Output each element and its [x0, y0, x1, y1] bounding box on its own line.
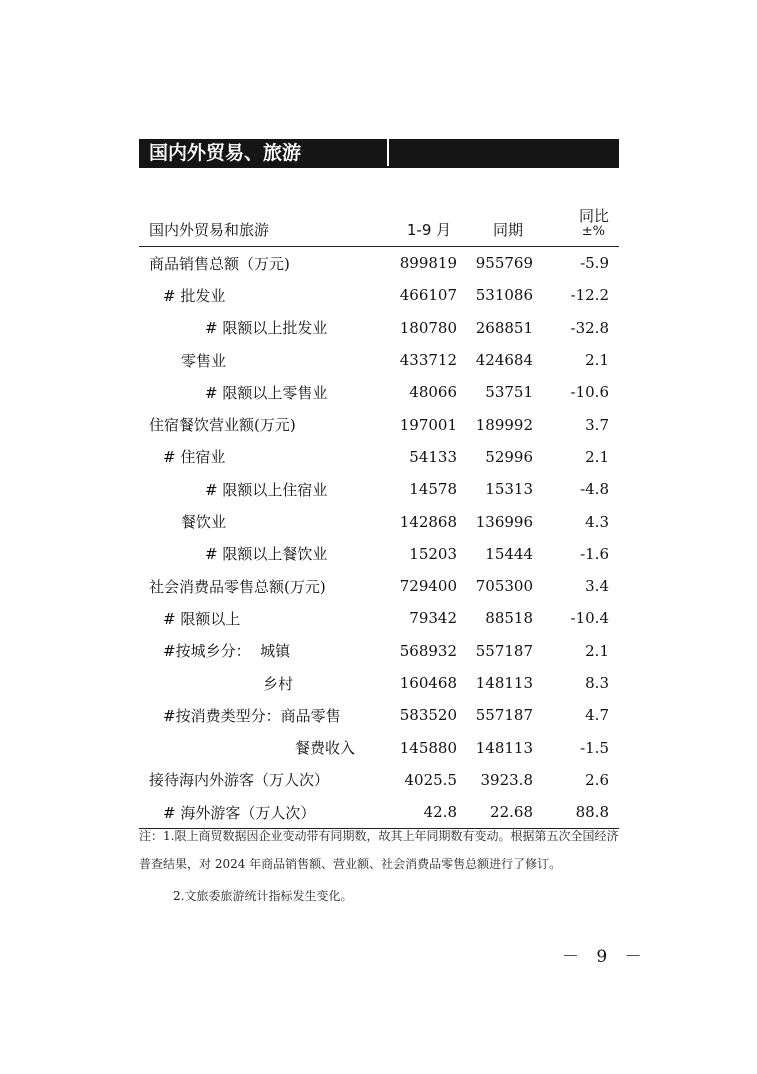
row-yoy: 3.4 [585, 577, 609, 596]
row-current: 4025.5 [404, 770, 457, 789]
row-label: 餐饮业 [181, 513, 227, 532]
table-row [139, 473, 619, 505]
row-current: 729400 [399, 577, 457, 596]
row-previous: 424684 [475, 351, 533, 370]
row-current: 145880 [399, 738, 457, 757]
row-current: 433712 [399, 351, 457, 370]
row-yoy: -1.6 [580, 544, 609, 563]
table-row [139, 570, 619, 602]
row-yoy: -1.5 [580, 738, 609, 757]
row-previous: 136996 [475, 512, 533, 531]
header-yoy [547, 197, 619, 247]
row-label: # 限额以上 [163, 609, 241, 628]
table-row [139, 247, 619, 280]
note-2: 2.文旅委旅游统计指标发生变化。 [173, 889, 353, 903]
table-row [139, 344, 619, 376]
row-yoy: -5.9 [580, 254, 609, 273]
row-yoy: 2.1 [585, 351, 609, 370]
table-row [139, 731, 619, 763]
row-label: # 限额以上餐饮业 [205, 545, 328, 564]
row-current: 466107 [399, 286, 457, 305]
table-row [139, 667, 619, 699]
row-label: #按城乡分： 城镇 [163, 642, 291, 661]
row-label: 接待海内外游客（万人次） [149, 771, 330, 790]
row-yoy: 4.7 [585, 706, 609, 725]
row-yoy: 8.3 [585, 674, 609, 692]
row-label: # 限额以上零售业 [205, 383, 328, 402]
row-yoy: 2.1 [585, 447, 609, 466]
title-bar-filler [389, 139, 619, 166]
row-yoy: -10.6 [570, 383, 609, 402]
table-row [139, 441, 619, 473]
table-row [139, 699, 619, 731]
trade-tourism-table [139, 197, 619, 829]
header-yoy-unit: ±% [581, 224, 605, 239]
row-label: 社会消费品零售总额(万元) [149, 577, 326, 596]
table-row [139, 764, 619, 796]
table-notes [139, 822, 619, 910]
row-current: 160468 [399, 674, 457, 692]
row-current: 197001 [399, 415, 457, 434]
row-current: 79342 [409, 609, 457, 628]
row-label: 零售业 [181, 351, 227, 370]
row-label: # 限额以上住宿业 [205, 480, 328, 499]
row-label: # 住宿业 [163, 448, 226, 467]
row-previous: 955769 [475, 254, 533, 273]
row-label: 乡村 [263, 674, 294, 693]
row-label: 餐费收入 [295, 739, 356, 758]
row-yoy: 2.6 [585, 770, 609, 789]
row-previous: 15313 [485, 480, 533, 499]
row-previous: 15444 [485, 544, 533, 563]
row-previous: 268851 [475, 318, 533, 337]
row-current: 48066 [409, 383, 457, 402]
row-current: 583520 [399, 706, 457, 725]
note-1: 注：1.限上商贸数据因企业变动带有同期数，故其上年同期数有变动。根据第五次全国经济普查结果，对 2024 年商品销售额、营业额、社会消费品零售总额进行了修订。 [139, 829, 619, 871]
table-row [139, 635, 619, 667]
row-label: # 海外游客（万人次） [139, 796, 389, 829]
row-yoy: 3.7 [585, 415, 609, 434]
row-previous: 148113 [475, 738, 533, 757]
table-row [139, 279, 619, 311]
section-title: 国内外贸易、旅游 [139, 139, 389, 166]
row-yoy: -32.8 [570, 318, 609, 337]
table-row [139, 408, 619, 440]
header-period: 1-9 月 [389, 197, 469, 247]
header-yoy-label: 同比 [578, 207, 609, 225]
row-previous: 148113 [475, 674, 533, 692]
row-previous: 22.68 [469, 796, 547, 829]
row-current: 899819 [399, 254, 457, 273]
header-same-period: 同期 [469, 197, 547, 247]
row-current: 14578 [409, 480, 457, 499]
row-label: 商品销售总额（万元) [149, 254, 290, 273]
row-yoy: -10.4 [570, 609, 609, 628]
row-label: # 限额以上批发业 [205, 319, 328, 338]
row-current: 15203 [409, 544, 457, 563]
row-yoy: 2.1 [585, 641, 609, 660]
table-row [139, 312, 619, 344]
page-number: － 9 － [562, 947, 648, 967]
row-label: # 批发业 [163, 286, 226, 305]
table-row [139, 602, 619, 634]
trade-tourism-table-wrap [139, 197, 619, 829]
row-previous: 88518 [485, 609, 533, 628]
row-previous: 189992 [475, 415, 533, 434]
row-previous: 705300 [475, 577, 533, 596]
table-row [139, 505, 619, 537]
row-previous: 531086 [475, 286, 533, 305]
header-name: 国内外贸易和旅游 [139, 197, 389, 247]
table-row [139, 538, 619, 570]
row-yoy: 88.8 [547, 796, 619, 829]
row-yoy: -4.8 [580, 480, 609, 499]
row-current: 568932 [399, 641, 457, 660]
section-title-bar [139, 139, 619, 168]
row-previous: 557187 [475, 706, 533, 725]
table-header-row [139, 197, 619, 247]
row-previous: 557187 [475, 641, 533, 660]
row-yoy: -12.2 [570, 286, 609, 305]
row-current: 142868 [399, 512, 457, 531]
row-current: 180780 [399, 318, 457, 337]
row-previous: 53751 [485, 383, 533, 402]
row-current: 54133 [409, 447, 457, 466]
row-label: 住宿餐饮营业额(万元) [149, 416, 296, 435]
row-label: #按消费类型分：商品零售 [163, 706, 341, 725]
table-row [139, 376, 619, 408]
row-current: 42.8 [389, 796, 469, 829]
row-previous: 52996 [485, 447, 533, 466]
row-yoy: 4.3 [585, 512, 609, 531]
row-previous: 3923.8 [480, 770, 533, 789]
